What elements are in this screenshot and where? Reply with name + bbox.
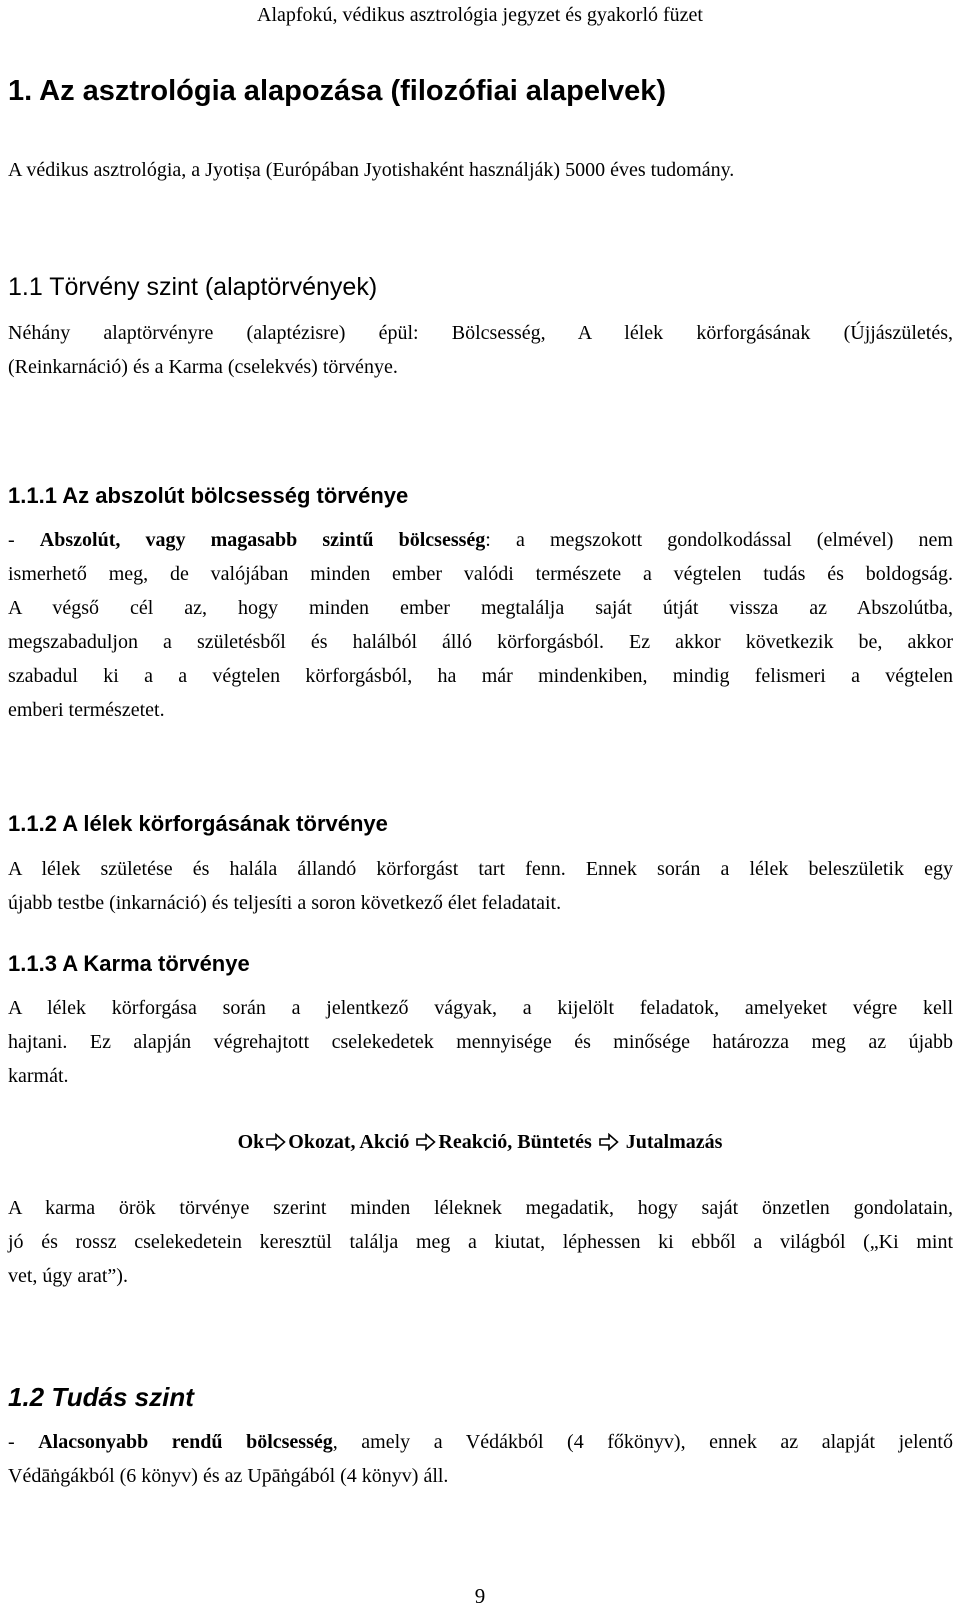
bold-term: Alacsonyabb rendű bölcsesség	[38, 1431, 333, 1453]
running-header: Alapfokú, védikus asztrológia jegyzet és gyakorló füzet	[257, 4, 703, 26]
section-1-2-paragraph	[8, 1425, 953, 1493]
paragraph-line: A lélek születése és halála állandó körforgást tart fenn. Ennek során a lélek beleszületik egy	[8, 858, 953, 880]
section-heading-1-1-3: 1.1.3 A Karma törvénye	[8, 951, 250, 976]
page-number: 9	[474, 1584, 486, 1608]
paragraph-line: újabb testbe (inkarnáció) és teljesíti a soron következő élet feladatait.	[8, 892, 562, 914]
paragraph-line: vet, úgy arat”).	[8, 1265, 128, 1287]
line-continuation: , amely a Védákból (4 főkönyv), ennek az alapját jelentő	[332, 1431, 953, 1453]
hollow-right-arrow-icon	[599, 1130, 619, 1160]
paragraph-line: hajtani. Ez alapján végrehajtott cselekedetek mennyisége és minősége határozza meg az újabb	[8, 1031, 953, 1053]
paragraph-line: emberi természetet.	[8, 699, 165, 721]
chapter-heading: 1. Az asztrológia alapozása (filozófiai alapelvek)	[8, 75, 667, 107]
paragraph-line: A lélek körforgása során a jelentkező vágyak, a kijelölt feladatok, amelyeket végre kell	[8, 997, 953, 1019]
chain-term: Jutalmazás	[620, 1131, 723, 1153]
section-heading-1-1-1: 1.1.1 Az abszolút bölcsesség törvénye	[8, 483, 409, 508]
paragraph-line: A karma örök törvénye szerint minden léleknek megadatik, hogy saját önzetlen gondolatain,	[8, 1197, 953, 1219]
paragraph-line: szabadul ki a a végtelen körforgásból, ha már mindenkiben, mindig felismeri a végtelen	[8, 665, 953, 687]
hollow-right-arrow-icon	[266, 1130, 286, 1160]
paragraph-line: (Reinkarnáció) és a Karma (cselekvés) törvénye.	[8, 356, 398, 378]
paragraph-line: jó és rossz cselekedetein keresztül találja meg a kiutat, léphessen ki ebből a világból („Ki mint	[8, 1231, 953, 1253]
chain-term: Okozat, Akció	[288, 1131, 415, 1153]
section-1-1-paragraph	[8, 316, 953, 384]
intro-paragraph	[8, 153, 953, 187]
paragraph-line: A végső cél az, hogy minden ember megtalálja saját útját vissza az Abszolútba,	[8, 597, 953, 619]
paragraph-line: megszabaduljon a születésből és halálból álló körforgásból. Ez akkor következik be, akkor	[8, 631, 953, 653]
paragraph-line	[8, 1425, 953, 1459]
karma-chain	[0, 1127, 960, 1160]
hollow-right-arrow-icon	[416, 1130, 436, 1160]
paragraph-line: karmát.	[8, 1065, 69, 1087]
paragraph-line: Védāṅgákból (6 könyv) és az Upāṅgából (4 könyv) áll.	[8, 1465, 449, 1487]
chain-term: Reakció, Büntetés	[438, 1131, 597, 1153]
bold-term: Abszolút, vagy magasabb szintű bölcsesség	[39, 529, 486, 551]
paragraph-line: A védikus asztrológia, a Jyotiṣa (Európában Jyotishaként használják) 5000 éves tudomány.	[8, 159, 735, 181]
section-1-1-2-paragraph	[8, 852, 953, 920]
paragraph-line: ismerhető meg, de valójában minden ember valódi természete a végtelen tudás és boldogság.	[8, 563, 953, 585]
line-continuation: : a megszokott gondolkodással (elmével) nem	[485, 529, 953, 551]
paragraph-line: Néhány alaptörvényre (alaptézisre) épül: Bölcsesség, A lélek körforgásának (Újjászületés,	[8, 322, 953, 344]
section-1-1-1-paragraph	[8, 523, 953, 727]
section-heading-1-1-2: 1.1.2 A lélek körforgásának törvénye	[8, 811, 388, 836]
section-heading-1-2: 1.2 Tudás szint	[8, 1382, 194, 1412]
section-1-1-3-paragraph	[8, 991, 953, 1093]
paragraph-line	[8, 523, 953, 557]
chain-term: Ok	[237, 1131, 265, 1153]
section-heading-1-1: 1.1 Törvény szint (alaptörvények)	[8, 273, 378, 301]
dash-prefix: -	[8, 1431, 39, 1453]
karma-closing-paragraph	[8, 1191, 953, 1293]
dash-prefix: -	[8, 529, 40, 551]
